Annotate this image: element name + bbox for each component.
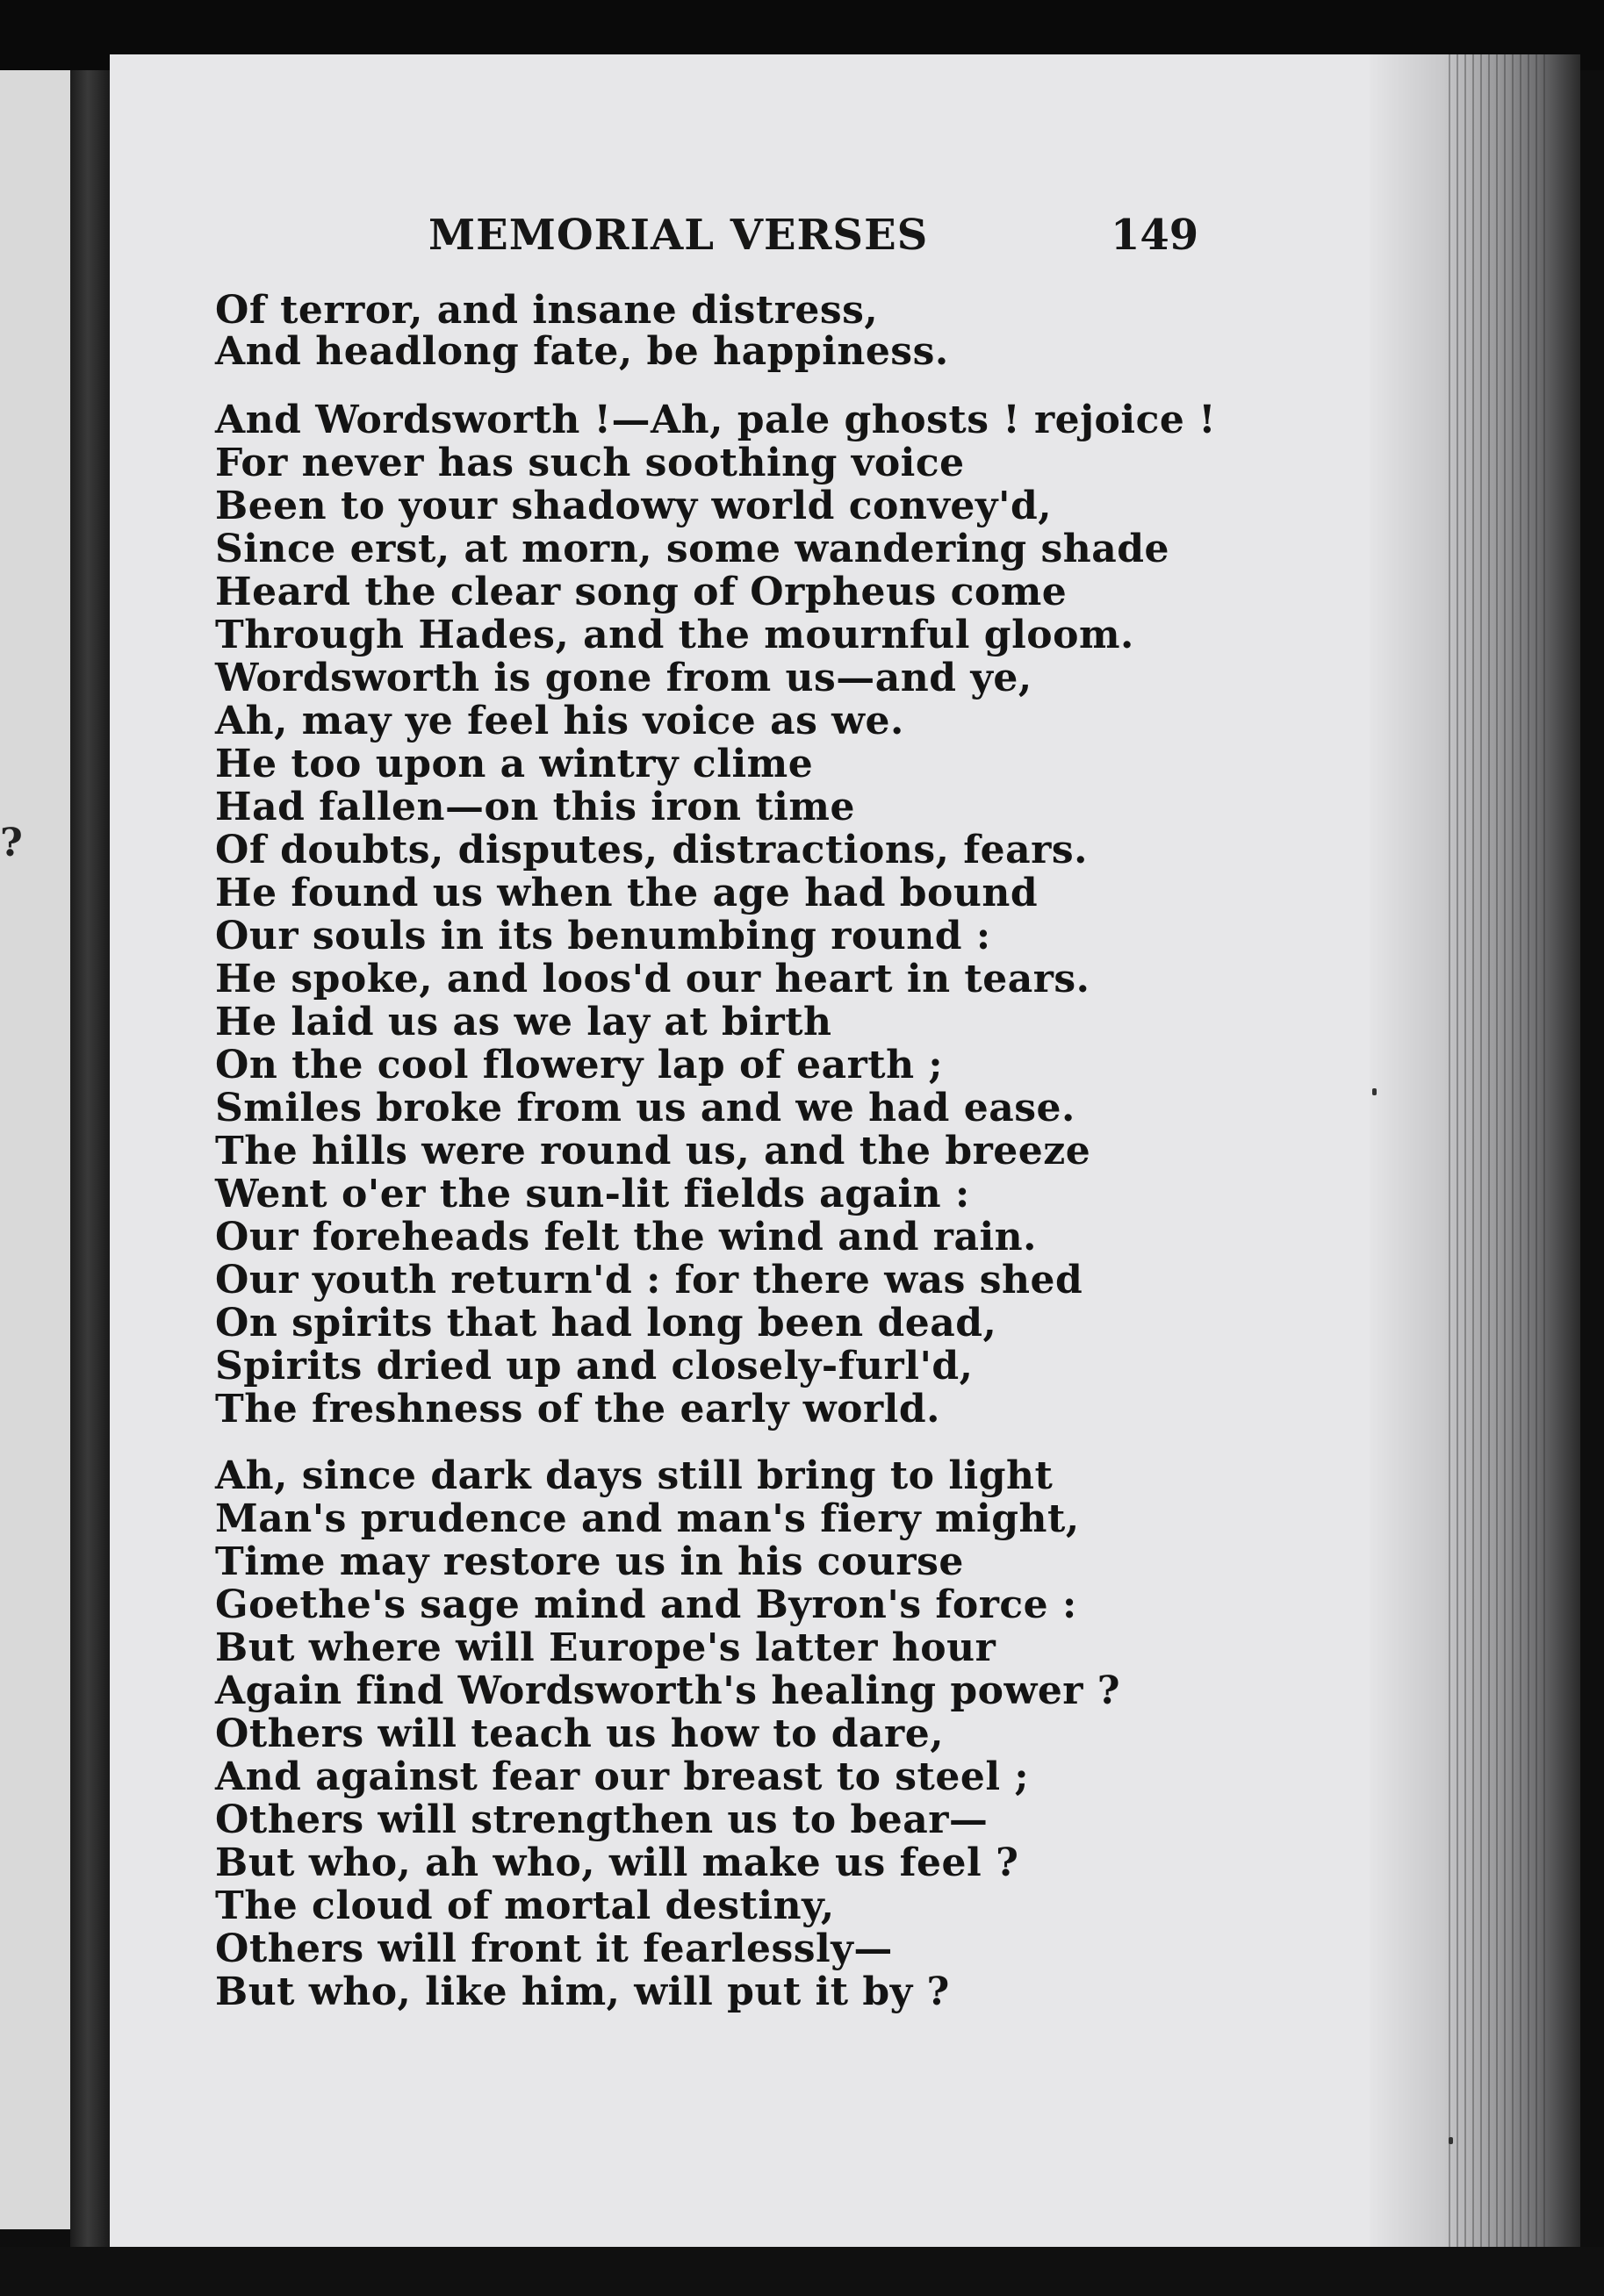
verse-line: The freshness of the early world. <box>215 1387 940 1431</box>
verse-line: Wordsworth is gone from us—and ye, <box>215 656 1032 700</box>
verse-line: And Wordsworth !—Ah, pale ghosts ! rejoice ! <box>215 398 1217 442</box>
verse-line: He too upon a wintry clime <box>215 742 814 786</box>
verse-line: Others will teach us how to dare, <box>215 1711 945 1756</box>
facing-page-fragment: ? <box>0 821 23 865</box>
scan-speck <box>1449 2137 1453 2144</box>
verse-line: Spirits dried up and closely-furl'd, <box>215 1344 974 1388</box>
verse-line: Through Hades, and the mournful gloom. <box>215 613 1134 657</box>
verse-line: He laid us as we lay at birth <box>215 1000 832 1044</box>
verse-line: Man's prudence and man's fiery might, <box>215 1496 1080 1541</box>
verse-line: And against fear our breast to steel ; <box>215 1754 1030 1799</box>
verse-line: Goethe's sage mind and Byron's force : <box>215 1582 1077 1627</box>
verse-line: Others will strengthen us to bear— <box>215 1797 989 1842</box>
verse-line: Smiles broke from us and we had ease. <box>215 1086 1075 1130</box>
verse-line: Ah, may ye feel his voice as we. <box>215 699 904 743</box>
verse-line: Our youth return'd : for there was shed <box>215 1258 1083 1302</box>
verse-line: But who, ah who, will make us feel ? <box>215 1840 1019 1885</box>
verse-line: Since erst, at morn, some wandering shade <box>215 527 1169 571</box>
verse-line: The hills were round us, and the breeze <box>215 1129 1091 1173</box>
book-gutter <box>70 70 114 2256</box>
verse-line: But where will Europe's latter hour <box>215 1625 996 1670</box>
verse-line: Went o'er the sun-lit fields again : <box>215 1172 970 1216</box>
verse-line: On the cool flowery lap of earth ; <box>215 1043 944 1087</box>
running-head: MEMORIAL VERSES <box>428 211 929 260</box>
verse-line: Others will front it fearlessly— <box>215 1926 893 1971</box>
page-edge-lines <box>1449 54 1545 2247</box>
verse-line: Time may restore us in his course <box>215 1539 964 1584</box>
verse-line: Of doubts, disputes, distractions, fears. <box>215 828 1088 872</box>
verse-line: Had fallen—on this iron time <box>215 785 855 829</box>
verse-line: For never has such soothing voice <box>215 441 965 485</box>
facing-page-edge <box>0 70 70 2229</box>
verse-line: Our foreheads felt the wind and rain. <box>215 1215 1037 1259</box>
verse-line: On spirits that had long been dead, <box>215 1301 997 1345</box>
verse-line: He spoke, and loos'd our heart in tears. <box>215 957 1090 1001</box>
scan-speck <box>1372 1088 1377 1095</box>
page-number: 149 <box>1111 211 1199 260</box>
verse-line: He found us when the age had bound <box>215 871 1039 915</box>
verse-line: Ah, since dark days still bring to light <box>215 1453 1054 1498</box>
verse-line: And headlong fate, be happiness. <box>215 329 949 374</box>
verse-line: But who, like him, will put it by ? <box>215 1970 950 2014</box>
verse-line: Again find Wordsworth's healing power ? <box>215 1668 1121 1713</box>
verse-line: The cloud of mortal destiny, <box>215 1883 835 1928</box>
verse-line: Our souls in its benumbing round : <box>215 914 991 958</box>
scan-background-bottom <box>0 2247 1604 2296</box>
verse-line: Heard the clear song of Orpheus come <box>215 570 1068 614</box>
verse-line: Of terror, and insane distress, <box>215 288 879 333</box>
verse-line: Been to your shadowy world convey'd, <box>215 484 1053 528</box>
